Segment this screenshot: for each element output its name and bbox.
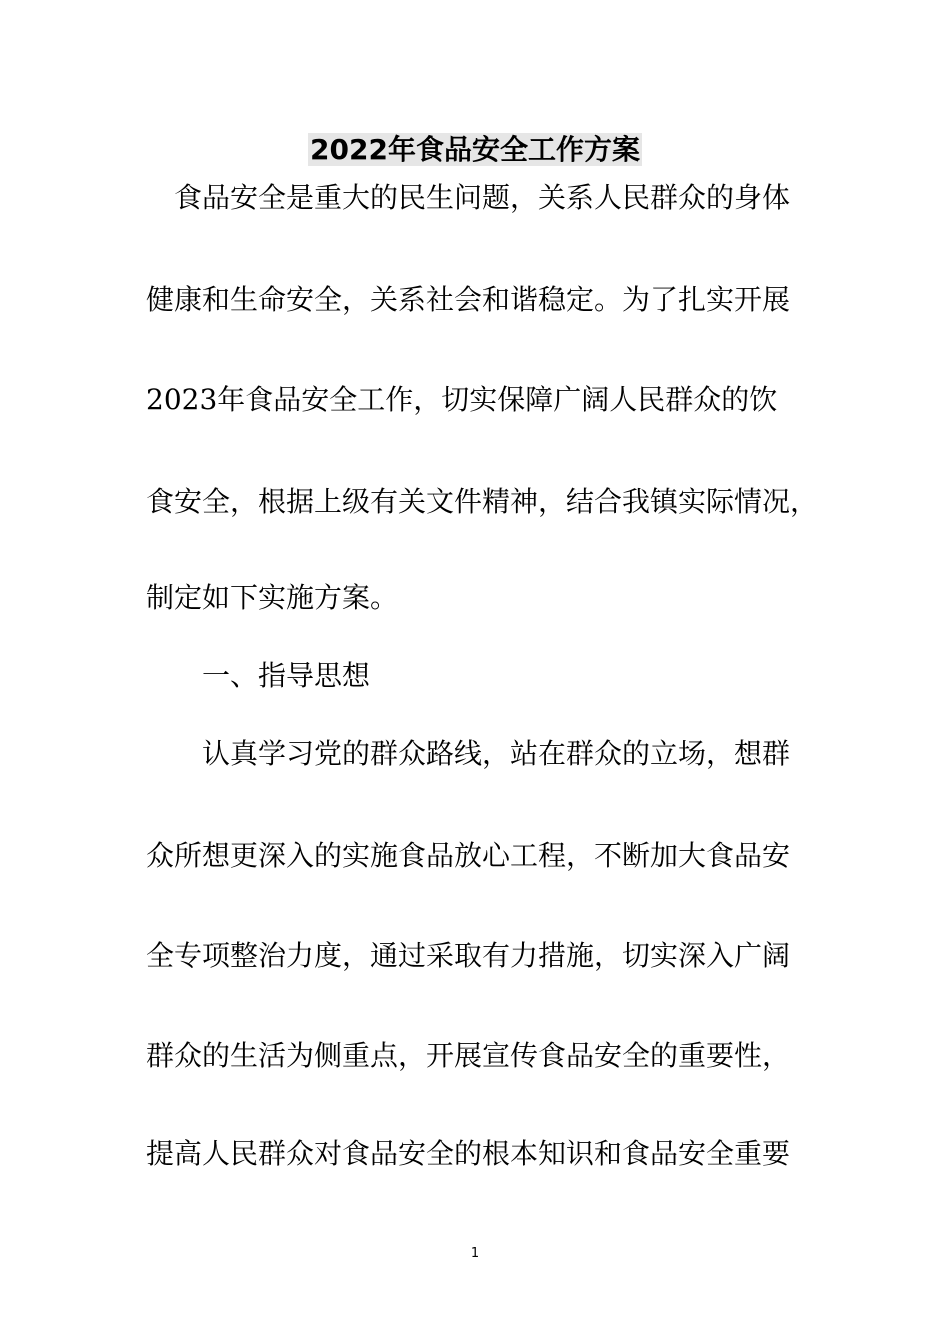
document-title	[0, 130, 950, 170]
paragraph-line: 提高人民群众对食品安全的根本知识和食品安全重要	[146, 1137, 791, 1170]
paragraph-line: 众所想更深入的实施食品放心工程，不断加大食品安	[146, 839, 791, 872]
section-heading: 一、指导思想	[202, 659, 371, 692]
paragraph-line: 2023年食品安全工作，切实保障广阔人民群众的饮	[146, 383, 778, 416]
paragraph-line: 群众的生活为侧重点，开展宣传食品安全的重要性，	[146, 1039, 791, 1072]
paragraph-line: 健康和生命安全，关系社会和谐稳定。为了扎实开展	[146, 283, 791, 316]
document-title-text: 2022年食品安全工作方案	[310, 133, 640, 166]
paragraph-line: 食品安全是重大的民生问题，关系人民群众的身体	[174, 181, 791, 214]
paragraph-line: 认真学习党的群众路线，站在群众的立场，想群	[202, 737, 791, 770]
page-number: 1	[470, 1246, 480, 1261]
paragraph-line: 全专项整治力度，通过采取有力措施，切实深入广阔	[146, 939, 791, 972]
paragraph-line: 食安全，根据上级有关文件精神，结合我镇实际情况，	[146, 485, 819, 518]
paragraph-line: 制定如下实施方案。	[146, 581, 399, 614]
